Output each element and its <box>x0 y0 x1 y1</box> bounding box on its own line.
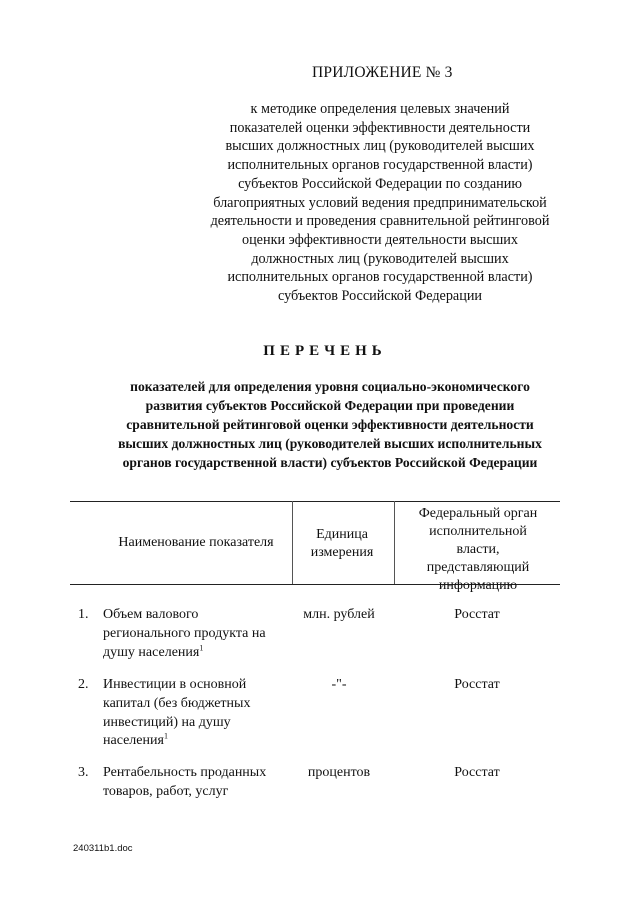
row-indicator-name-line: регионального продукта на <box>103 625 266 641</box>
appendix-subtitle-line: субъектов Российской Федерации по созданию <box>238 175 522 192</box>
row-indicator-name <box>103 764 293 802</box>
table-column-divider <box>394 501 395 584</box>
table-top-rule <box>70 501 560 502</box>
column-header-agency-line: информацию <box>438 578 518 593</box>
row-number: 2. <box>78 677 89 692</box>
row-indicator-name-line <box>103 644 293 663</box>
column-header-name: Наименование показателя <box>118 535 274 550</box>
table-column-divider <box>292 501 293 584</box>
row-indicator-name-line: Рентабельность проданных <box>103 765 267 780</box>
row-unit: -"- <box>331 677 347 692</box>
list-subheading-line: органов государственной власти) субъектов Российской Федерации <box>122 454 538 470</box>
row-unit: процентов <box>307 765 371 780</box>
document-file-code: 240311b1.doc <box>73 843 133 854</box>
row-indicator-name <box>103 676 293 751</box>
row-indicator-name-line: инвестиций) на душу <box>103 714 231 730</box>
appendix-subtitle-line: субъектов Российской Федерации <box>277 288 483 305</box>
row-indicator-name-line: товаров, работ, услуг <box>103 783 229 799</box>
appendix-subtitle-line: исполнительных органов государственной власти) <box>227 157 533 174</box>
column-header-unit-line: измерения <box>310 545 374 560</box>
column-header-agency-line: Федеральный орган <box>418 506 538 521</box>
appendix-subtitle-line: высших должностных лиц (руководителей высших <box>225 138 535 155</box>
list-heading: ПЕРЕЧЕНЬ <box>263 343 387 359</box>
footnote-mark: 1 <box>199 642 204 652</box>
list-subheading-line: высших должностных лиц (руководителей высших исполнительных <box>118 435 542 451</box>
list-subheading-line: сравнительной рейтинговой оценки эффективности деятельности <box>126 416 534 432</box>
appendix-subtitle-line: оценки эффективности деятельности высших <box>242 231 518 248</box>
row-agency: Росстат <box>454 677 500 692</box>
appendix-subtitle-line: благоприятных условий ведения предпринимательской <box>213 194 547 211</box>
column-header-unit-line: Единица <box>316 527 368 542</box>
footnote-mark: 1 <box>163 731 168 741</box>
appendix-subtitle-line: деятельности и проведения сравнительной рейтинговой <box>210 213 550 230</box>
row-indicator-name-text: населения <box>103 733 164 749</box>
column-header-agency <box>398 505 558 595</box>
row-agency: Росстат <box>454 607 500 622</box>
column-header-unit <box>297 526 387 562</box>
appendix-subtitle <box>185 100 575 306</box>
column-header-agency-line: исполнительной <box>429 524 527 539</box>
appendix-subtitle-line: показателей оценки эффективности деятельности <box>229 119 531 136</box>
list-subheading-line: развития субъектов Российской Федерации при проведении <box>145 397 515 413</box>
row-unit: млн. рублей <box>303 607 375 622</box>
row-indicator-name-line: Инвестиции в основной <box>103 677 247 692</box>
row-agency: Росстат <box>454 765 500 780</box>
appendix-subtitle-line: должностных лиц (руководителей высших <box>251 250 509 267</box>
appendix-subtitle-line: к методике определения целевых значений <box>250 101 510 117</box>
row-number: 1. <box>78 607 89 622</box>
list-subheading <box>40 378 620 473</box>
row-indicator-name-text: душу населения <box>103 644 200 660</box>
appendix-subtitle-line: исполнительных органов государственной власти) <box>227 269 533 286</box>
row-indicator-name-line: Объем валового <box>103 607 199 622</box>
row-indicator-name <box>103 606 293 662</box>
row-indicator-name-line: капитал (без бюджетных <box>103 695 251 711</box>
list-subheading-line: показателей для определения уровня социально-экономического <box>130 379 530 394</box>
appendix-title: ПРИЛОЖЕНИЕ № 3 <box>312 64 453 81</box>
column-header-agency-line: представляющий <box>426 560 530 575</box>
row-indicator-name-line <box>103 732 293 751</box>
column-header-agency-line: власти, <box>456 542 500 557</box>
row-number: 3. <box>78 765 89 780</box>
